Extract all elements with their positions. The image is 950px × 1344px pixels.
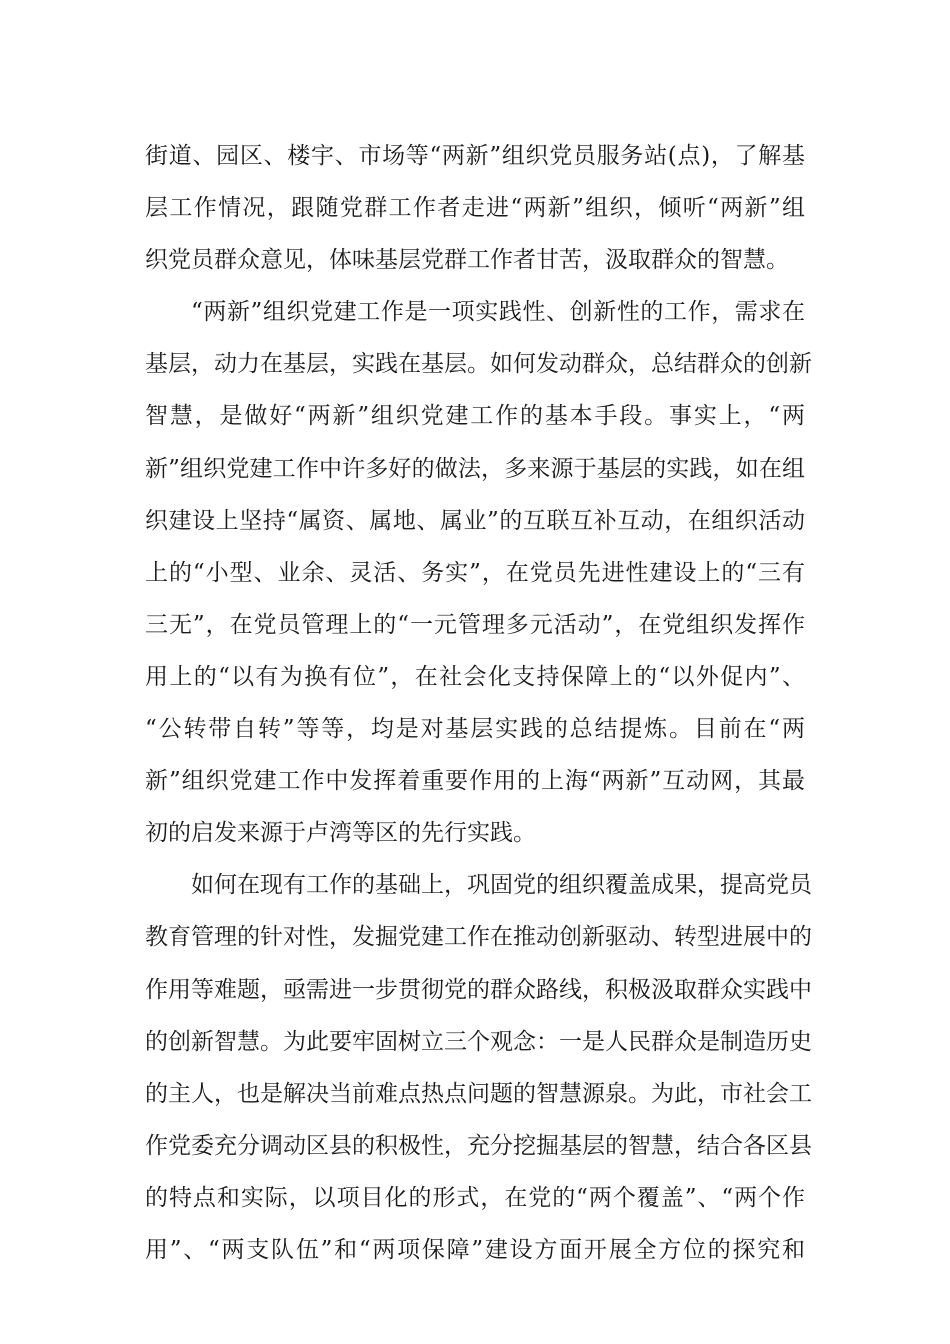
text-line: 新”组织党建工作中发挥着重要作用的上海“两新”互动网，其最 [145, 768, 805, 795]
text-line: 作用等难题，亟需进一步贯彻党的群众路线，积极汲取群众实践中 [145, 976, 812, 1003]
text-line: “两新”组织党建工作是一项实践性、创新性的工作，需求在 [191, 299, 805, 326]
text-line: 织建设上坚持“属资、属地、属业”的互联互补互动，在组织活动 [145, 507, 805, 534]
text-line: 新”组织党建工作中许多好的做法，多来源于基层的实践，如在组 [145, 455, 805, 482]
text-line: 织党员群众意见，体味基层党群工作者甘苦，汲取群众的智慧。 [145, 247, 789, 274]
text-line: 街道、园区、楼宇、市场等“两新”组织党员服务站(点)，了解基 [145, 143, 805, 169]
text-line: 作党委充分调动区县的积极性，充分挖掘基层的智慧，结合各区县 [145, 1132, 812, 1159]
text-line: 的特点和实际，以项目化的形式，在党的“两个覆盖”、“两个作 [145, 1184, 805, 1211]
paragraph-1 [145, 130, 805, 286]
paragraph-3 [145, 859, 812, 1276]
paragraph-2 [145, 286, 812, 859]
text-line: 上的“小型、业余、灵活、务实”，在党员先进性建设上的“三有 [145, 559, 805, 586]
text-line: 智慧，是做好“两新”组织党建工作的基本手段。事实上，“两 [145, 403, 805, 430]
text-line: 基层，动力在基层，实践在基层。如何发动群众，总结群众的创新 [145, 351, 812, 378]
document-body [145, 130, 812, 1276]
text-line: 层工作情况，跟随党群工作者走进“两新”组织，倾听“两新”组 [145, 195, 805, 222]
text-line: 三无”，在党员管理上的“一元管理多元活动”，在党组织发挥作 [145, 611, 805, 638]
text-line: 的主人，也是解决当前难点热点问题的智慧源泉。为此，市社会工 [145, 1080, 812, 1107]
text-line: 教育管理的针对性，发掘党建工作在推动创新驱动、转型进展中的 [145, 924, 812, 951]
text-line: 用上的“以有为换有位”，在社会化支持保障上的“以外促内”、 [145, 663, 805, 690]
text-line: “公转带自转”等等，均是对基层实践的总结提炼。目前在“两 [145, 716, 805, 743]
text-line: 如何在现有工作的基础上，巩固党的组织覆盖成果，提高党员 [191, 872, 812, 899]
text-line: 初的启发来源于卢湾等区的先行实践。 [145, 820, 536, 847]
text-line: 用”、“两支队伍”和“两项保障”建设方面开展全方位的探究和 [145, 1236, 805, 1263]
text-line: 的创新智慧。为此要牢固树立三个观念：一是人民群众是制造历史 [145, 1028, 812, 1055]
